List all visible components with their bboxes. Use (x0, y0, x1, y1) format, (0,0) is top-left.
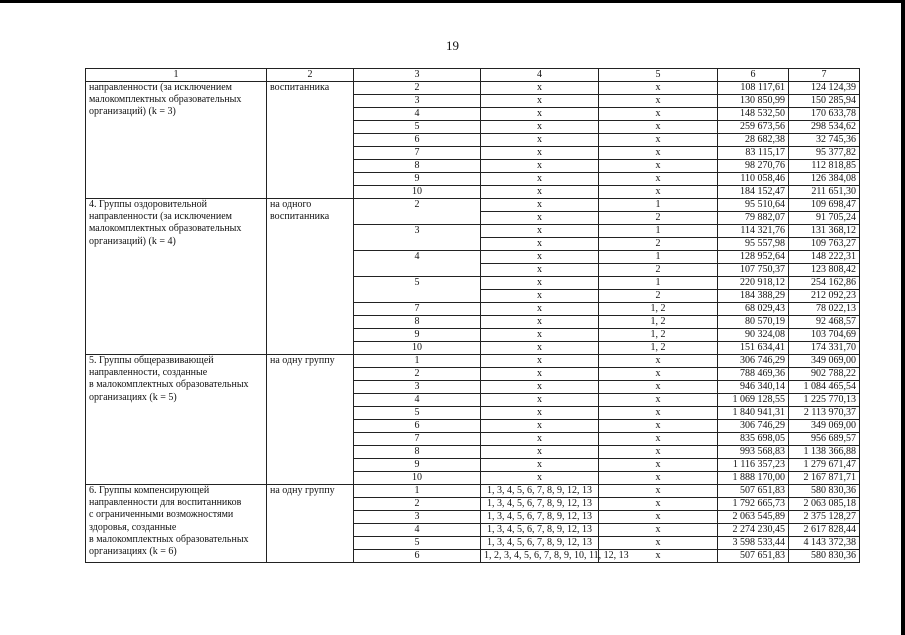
table-row (86, 82, 860, 95)
cell-c5: х (599, 459, 718, 472)
cell-c7: 78 022,13 (789, 303, 860, 316)
cell-c5: х (599, 433, 718, 446)
cell-c6: 184 152,47 (718, 186, 789, 199)
cell-c4: х (481, 186, 599, 199)
cell-c7: 580 830,36 (789, 550, 860, 563)
cell-c4: 1, 3, 4, 5, 6, 7, 8, 9, 12, 13 (481, 498, 599, 511)
cell-c5: х (599, 485, 718, 498)
cell-c4: х (481, 134, 599, 147)
cell-c4: х (481, 82, 599, 95)
cell-c4: 1, 3, 4, 5, 6, 7, 8, 9, 12, 13 (481, 524, 599, 537)
age-category: 6 (354, 420, 481, 433)
cell-c6: 1 840 941,31 (718, 407, 789, 420)
age-category: 3 (354, 381, 481, 394)
cell-c7: 212 092,23 (789, 290, 860, 303)
age-category: 5 (354, 537, 481, 550)
norms-table (85, 68, 860, 563)
cell-c4: х (481, 277, 599, 290)
age-category: 6 (354, 134, 481, 147)
group-description: 5. Группы общеразвивающей направленности, созданные в малокомплектных образовательных организациях (k = 5) (86, 355, 267, 485)
cell-c7: 91 705,24 (789, 212, 860, 225)
cell-c6: 306 746,29 (718, 420, 789, 433)
cell-c4: х (481, 459, 599, 472)
cell-c6: 108 117,61 (718, 82, 789, 95)
cell-c7: 131 368,12 (789, 225, 860, 238)
cell-c4: 1, 3, 4, 5, 6, 7, 8, 9, 12, 13 (481, 511, 599, 524)
cell-c5: 2 (599, 290, 718, 303)
age-category: 9 (354, 329, 481, 342)
cell-c6: 95 510,64 (718, 199, 789, 212)
cell-c7: 103 704,69 (789, 329, 860, 342)
cell-c6: 83 115,17 (718, 147, 789, 160)
cell-c6: 306 746,29 (718, 355, 789, 368)
cell-c5: х (599, 446, 718, 459)
cell-c4: х (481, 381, 599, 394)
cell-c6: 107 750,37 (718, 264, 789, 277)
cell-c7: 148 222,31 (789, 251, 860, 264)
header-cell: 2 (267, 69, 354, 82)
cell-c6: 946 340,14 (718, 381, 789, 394)
cell-c5: х (599, 368, 718, 381)
age-category: 4 (354, 394, 481, 407)
cell-c6: 993 568,83 (718, 446, 789, 459)
group-unit: воспитанника (267, 82, 354, 199)
cell-c4: х (481, 147, 599, 160)
cell-c4: х (481, 251, 599, 264)
cell-c7: 1 225 770,13 (789, 394, 860, 407)
cell-c7: 112 818,85 (789, 160, 860, 173)
age-category: 4 (354, 251, 481, 277)
cell-c5: 1, 2 (599, 342, 718, 355)
cell-c7: 254 162,86 (789, 277, 860, 290)
table-row (86, 199, 860, 212)
page-number: 19 (446, 38, 459, 53)
cell-c7: 2 167 871,71 (789, 472, 860, 485)
cell-c7: 109 698,47 (789, 199, 860, 212)
cell-c6: 110 058,46 (718, 173, 789, 186)
cell-c4: х (481, 407, 599, 420)
group-unit: на одну группу (267, 355, 354, 485)
cell-c5: 1 (599, 277, 718, 290)
cell-c5: х (599, 420, 718, 433)
cell-c6: 1 888 170,00 (718, 472, 789, 485)
cell-c5: 2 (599, 264, 718, 277)
cell-c5: х (599, 160, 718, 173)
cell-c4: 1, 3, 4, 5, 6, 7, 8, 9, 12, 13 (481, 537, 599, 550)
age-category: 9 (354, 459, 481, 472)
cell-c5: х (599, 95, 718, 108)
cell-c5: х (599, 472, 718, 485)
cell-c4: х (481, 303, 599, 316)
cell-c7: 1 084 465,54 (789, 381, 860, 394)
cell-c6: 259 673,56 (718, 121, 789, 134)
cell-c7: 174 331,70 (789, 342, 860, 355)
cell-c4: х (481, 368, 599, 381)
header-cell: 5 (599, 69, 718, 82)
group-unit: на одну группу (267, 485, 354, 563)
cell-c4: х (481, 355, 599, 368)
cell-c6: 507 651,83 (718, 550, 789, 563)
cell-c7: 124 124,39 (789, 82, 860, 95)
age-category: 4 (354, 524, 481, 537)
cell-c4: х (481, 121, 599, 134)
cell-c4: х (481, 95, 599, 108)
scan-right-edge (901, 0, 905, 635)
header-cell: 6 (718, 69, 789, 82)
cell-c5: 1, 2 (599, 303, 718, 316)
cell-c6: 79 882,07 (718, 212, 789, 225)
cell-c4: х (481, 212, 599, 225)
cell-c5: х (599, 407, 718, 420)
cell-c5: 1, 2 (599, 329, 718, 342)
cell-c5: х (599, 355, 718, 368)
cell-c7: 349 069,00 (789, 420, 860, 433)
age-category: 2 (354, 82, 481, 95)
cell-c7: 2 375 128,27 (789, 511, 860, 524)
cell-c7: 150 285,94 (789, 95, 860, 108)
cell-c6: 788 469,36 (718, 368, 789, 381)
cell-c5: 1 (599, 199, 718, 212)
cell-c6: 2 274 230,45 (718, 524, 789, 537)
cell-c4: х (481, 173, 599, 186)
cell-c6: 2 063 545,89 (718, 511, 789, 524)
cell-c5: х (599, 134, 718, 147)
cell-c6: 151 634,41 (718, 342, 789, 355)
cell-c4: х (481, 446, 599, 459)
cell-c6: 1 792 665,73 (718, 498, 789, 511)
cell-c5: 1 (599, 251, 718, 264)
age-category: 5 (354, 277, 481, 303)
cell-c6: 28 682,38 (718, 134, 789, 147)
cell-c5: 2 (599, 238, 718, 251)
table-row (86, 485, 860, 498)
cell-c6: 184 388,29 (718, 290, 789, 303)
age-category: 8 (354, 160, 481, 173)
age-category: 8 (354, 446, 481, 459)
age-category: 3 (354, 95, 481, 108)
age-category: 5 (354, 407, 481, 420)
group-description: 4. Группы оздоровительной направленности (за исключением малокомплектных образовательных организаций) (k = 4) (86, 199, 267, 355)
cell-c5: 2 (599, 212, 718, 225)
cell-c6: 507 651,83 (718, 485, 789, 498)
group-description: 6. Группы компенсирующей направленности для воспитанников с ограниченными возможностями здоровья, созданные в малокомплектных образовательных организациях (k = 6) (86, 485, 267, 563)
age-category: 4 (354, 108, 481, 121)
cell-c7: 92 468,57 (789, 316, 860, 329)
cell-c7: 123 808,42 (789, 264, 860, 277)
cell-c7: 211 651,30 (789, 186, 860, 199)
cell-c5: х (599, 498, 718, 511)
cell-c5: х (599, 173, 718, 186)
cell-c5: х (599, 511, 718, 524)
cell-c6: 130 850,99 (718, 95, 789, 108)
cell-c7: 298 534,62 (789, 121, 860, 134)
cell-c7: 32 745,36 (789, 134, 860, 147)
age-category: 1 (354, 355, 481, 368)
age-category: 2 (354, 368, 481, 381)
age-category: 5 (354, 121, 481, 134)
header-cell: 7 (789, 69, 860, 82)
age-category: 10 (354, 186, 481, 199)
cell-c4: х (481, 420, 599, 433)
cell-c7: 580 830,36 (789, 485, 860, 498)
cell-c5: х (599, 381, 718, 394)
age-category: 3 (354, 511, 481, 524)
table-row (86, 355, 860, 368)
cell-c5: х (599, 537, 718, 550)
header-cell: 1 (86, 69, 267, 82)
age-category: 10 (354, 472, 481, 485)
cell-c5: 1 (599, 225, 718, 238)
cell-c6: 128 952,64 (718, 251, 789, 264)
cell-c7: 109 763,27 (789, 238, 860, 251)
cell-c6: 90 324,08 (718, 329, 789, 342)
age-category: 7 (354, 433, 481, 446)
cell-c4: х (481, 394, 599, 407)
cell-c4: 1, 3, 4, 5, 6, 7, 8, 9, 12, 13 (481, 485, 599, 498)
cell-c4: х (481, 433, 599, 446)
cell-c7: 170 633,78 (789, 108, 860, 121)
cell-c6: 1 116 357,23 (718, 459, 789, 472)
cell-c5: х (599, 524, 718, 537)
header-cell: 3 (354, 69, 481, 82)
header-row (86, 69, 860, 82)
cell-c6: 835 698,05 (718, 433, 789, 446)
age-category: 2 (354, 498, 481, 511)
cell-c4: х (481, 225, 599, 238)
cell-c4: х (481, 329, 599, 342)
scan-top-edge (0, 0, 905, 3)
cell-c7: 2 063 085,18 (789, 498, 860, 511)
cell-c7: 4 143 372,38 (789, 537, 860, 550)
cell-c7: 902 788,22 (789, 368, 860, 381)
cell-c4: х (481, 160, 599, 173)
cell-c4: х (481, 264, 599, 277)
group-unit: на одного воспитанника (267, 199, 354, 355)
cell-c6: 98 270,76 (718, 160, 789, 173)
cell-c7: 126 384,08 (789, 173, 860, 186)
cell-c5: х (599, 550, 718, 563)
cell-c4: х (481, 238, 599, 251)
age-category: 7 (354, 147, 481, 160)
cell-c4: х (481, 472, 599, 485)
age-category: 1 (354, 485, 481, 498)
cell-c7: 1 138 366,88 (789, 446, 860, 459)
cell-c4: 1, 2, 3, 4, 5, 6, 7, 8, 9, 10, 11, 12, 13 (481, 550, 599, 563)
header-cell: 4 (481, 69, 599, 82)
cell-c6: 114 321,76 (718, 225, 789, 238)
cell-c7: 956 689,57 (789, 433, 860, 446)
age-category: 2 (354, 199, 481, 225)
cell-c5: х (599, 121, 718, 134)
age-category: 3 (354, 225, 481, 251)
cell-c5: х (599, 186, 718, 199)
cell-c4: х (481, 290, 599, 303)
cell-c4: х (481, 342, 599, 355)
cell-c7: 1 279 671,47 (789, 459, 860, 472)
cell-c4: х (481, 108, 599, 121)
cell-c4: х (481, 199, 599, 212)
cell-c7: 2 617 828,44 (789, 524, 860, 537)
cell-c6: 68 029,43 (718, 303, 789, 316)
cell-c7: 95 377,82 (789, 147, 860, 160)
group-description: направленности (за исключением малокомплектных образовательных организаций) (k = 3) (86, 82, 267, 199)
cell-c5: 1, 2 (599, 316, 718, 329)
cell-c7: 349 069,00 (789, 355, 860, 368)
cell-c6: 80 570,19 (718, 316, 789, 329)
age-category: 10 (354, 342, 481, 355)
cell-c4: х (481, 316, 599, 329)
cell-c5: х (599, 82, 718, 95)
cell-c5: х (599, 108, 718, 121)
age-category: 9 (354, 173, 481, 186)
cell-c6: 3 598 533,44 (718, 537, 789, 550)
cell-c7: 2 113 970,37 (789, 407, 860, 420)
cell-c6: 95 557,98 (718, 238, 789, 251)
cell-c5: х (599, 147, 718, 160)
cell-c6: 220 918,12 (718, 277, 789, 290)
age-category: 7 (354, 303, 481, 316)
cell-c5: х (599, 394, 718, 407)
age-category: 6 (354, 550, 481, 563)
cell-c6: 148 532,50 (718, 108, 789, 121)
cell-c6: 1 069 128,55 (718, 394, 789, 407)
age-category: 8 (354, 316, 481, 329)
